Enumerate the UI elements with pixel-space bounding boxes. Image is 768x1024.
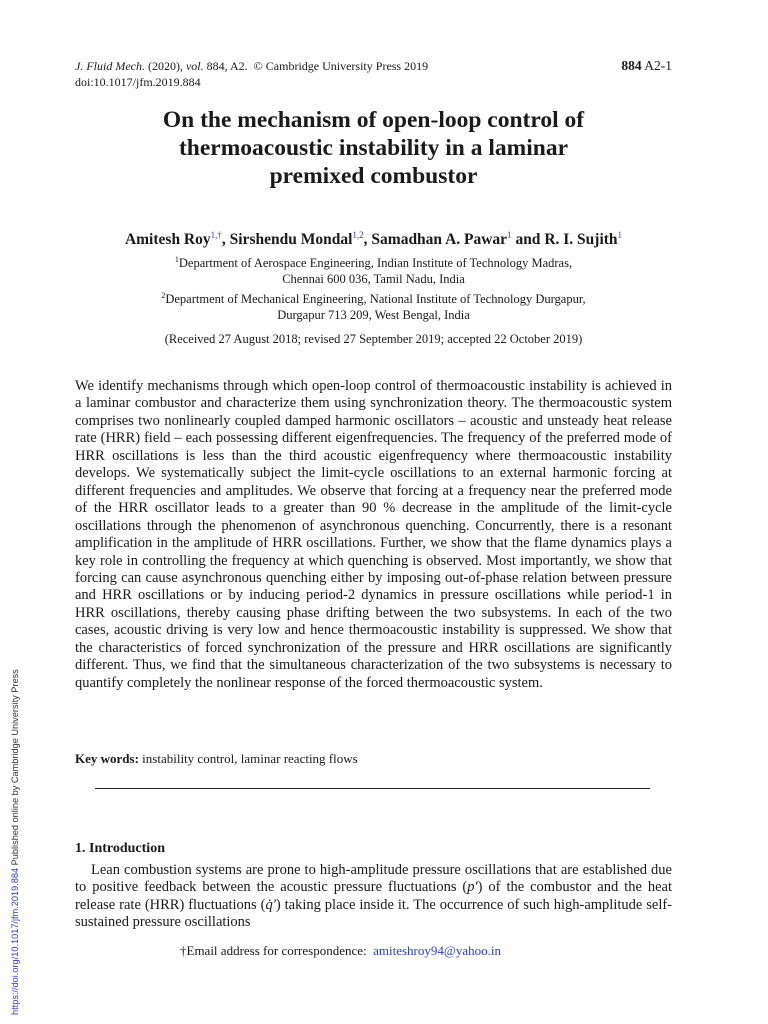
author-name: R. I. Sujith (544, 231, 618, 249)
author-affiliation-link[interactable]: 1 (507, 230, 512, 240)
author-name: Sirshendu Mondal (229, 231, 353, 249)
section-heading: 1. Introduction (75, 841, 165, 856)
author-name: Amitesh Roy (124, 231, 211, 249)
copyright-notice: © Cambridge University Press 2019 (253, 59, 429, 73)
journal-citation: J. Fluid Mech. (2020), vol. 884, A2. © Cambridge University Press 2019 (75, 59, 429, 73)
author-affiliation-link[interactable]: 1 (617, 230, 623, 240)
author-list: Amitesh Roy$^{1,\dagger}$, Sirshendu Mondal$^{1,2}$, Samadhan A. Pawar$^1$ and R. I. Sujith$^1$ (124, 230, 623, 249)
affiliation-2: $^2$Department of Mechanical Engineering, National Institute of Technology Durgapur, Durgapur 713 209, West Bengal, India (161, 291, 586, 323)
footnote: †Email address for correspondence: amiteshroy94@yahoo.in (180, 943, 501, 958)
abstract: We identify mechanisms through which open-loop control of thermoacoustic instability is achieved in a laminar combustor and characterize them using synchronization theory. The thermoacoustic system comprises two nonlinearly coupled damped harmonic oscillators – acoustic and unsteady heat release rate (HRR) field – each possessing different eigenfrequencies. The frequency of the preferred mode of HRR oscillations is less than the third acoustic eigenfrequency where thermoacoustic instability develops. We systematically subject the limit-cycle oscillations to an external harmonic forcing at different frequencies and amplitudes. We observe that forcing at a frequency near the preferred mode of the HRR oscillator leads to a greater than 90 % decrease in the amplitude of the limit-cycle oscillations through the phenomenon of asynchronous quenching. Concurrently, there is a resonant amplification in the amplitude of HRR oscillations. Further, we show that the flame dynamics plays a key role in controlling the frequency at which quenching is observed. Most importantly, we show that forcing can cause asynchronous quenching either by imposing out-of-phase relation between pressure and HRR oscillations or by inducing period-2 dynamics in pressure oscillations while period-1 in HRR oscillations, thereby causing phase drifting between the two subsystems. In each of the two cases, acoustic driving is very low and hence thermoacoustic instability is suppressed. We show that the characteristics of forced synchronization of the pressure and HRR oscillations are significantly different. Thus, we find that the simultaneous characterization of the two subsystems is necessary to quantify completely the nonlinear response of the forced thermoacoustic system. (75, 378, 672, 691)
page-number: 884 A2-1 (621, 58, 672, 73)
keywords: Key words: instability control, laminar reacting flows (75, 751, 358, 766)
introduction-paragraph: Lean combustion systems are prone to high-amplitude pressure oscillations that are established due to positive feedback between the acoustic pressure fluctuations (p′) of the combustor and the heat release rate (HRR) fluctuations (q̇′) taking place inside it. The occurrence of such high-amplitude self-sustained pressure oscillations (75, 862, 673, 930)
email-link[interactable]: amiteshroy94@yahoo.in (373, 943, 501, 958)
author-affiliation-link[interactable]: 1,2 (352, 230, 364, 240)
doi-link[interactable]: https://doi.org/10.1017/jfm.2019.884 (10, 867, 20, 1015)
author-name: Samadhan A. Pawar (371, 231, 508, 249)
running-header (75, 58, 672, 90)
paper-title: On the mechanism of open-loop control of thermoacoustic instability in a laminar premixed combustor (162, 107, 585, 189)
publisher-sidebar: https://doi.org/10.1017/jfm.2019.884 Published online by Cambridge University Press (10, 669, 20, 1015)
author-affiliation-link[interactable]: 1,† (210, 230, 222, 240)
doi-line: doi:10.1017/jfm.2019.884 (75, 75, 201, 89)
received-dates: (Received 27 August 2018; revised 27 September 2019; accepted 22 October 2019) (164, 332, 583, 346)
divider (95, 788, 650, 789)
affiliation-1: $^1$Department of Aerospace Engineering, Indian Institute of Technology Madras, Chennai 600 036, Tamil Nadu, India (174, 255, 573, 287)
